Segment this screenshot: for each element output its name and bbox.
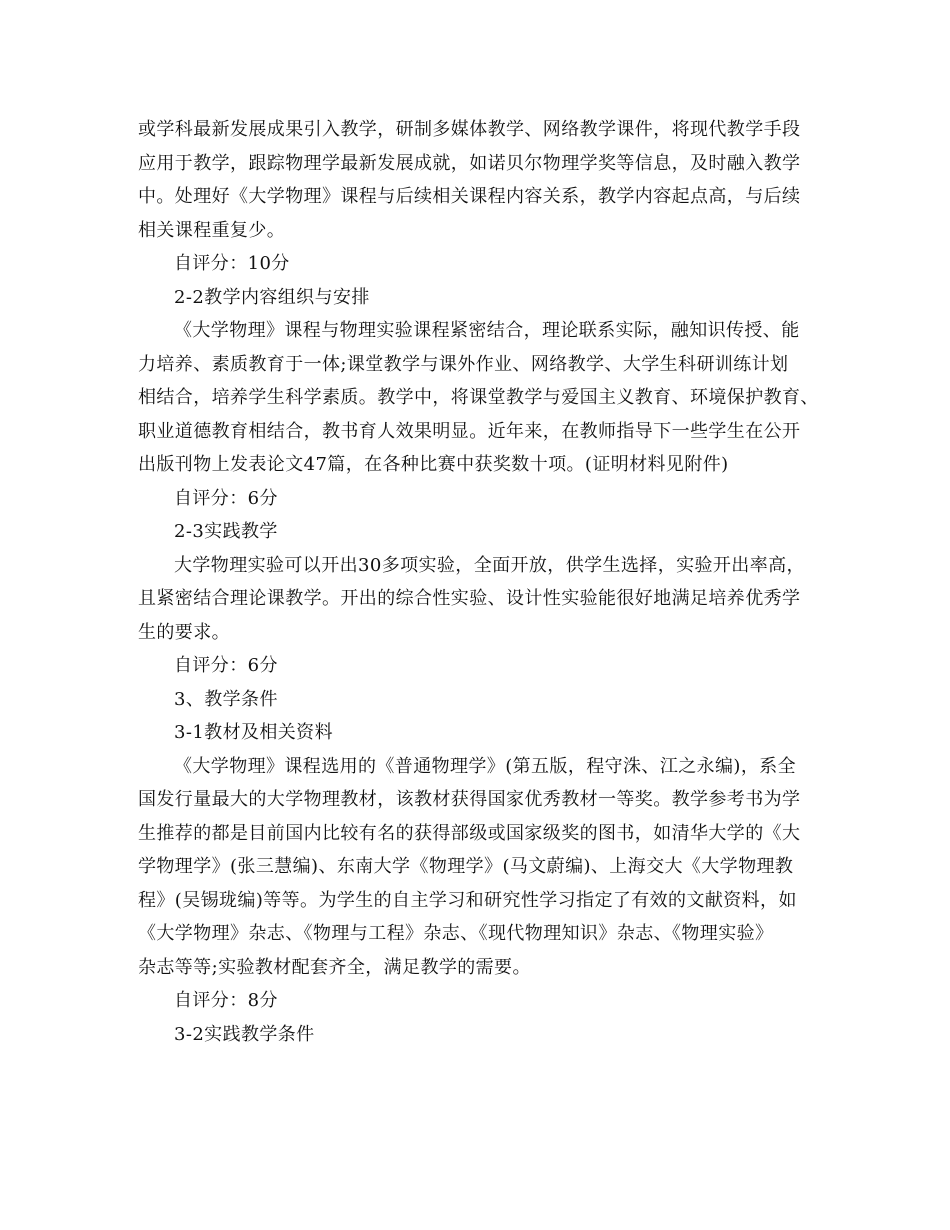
- text-line: 国发行量最大的大学物理教材，该教材获得国家优秀教材一等奖。教学参考书为学: [138, 789, 801, 810]
- text-line: 程》(吴锡珑编)等等。为学生的自主学习和研究性学习指定了有效的文献资料，如: [138, 889, 797, 911]
- text-line: 杂志等等;实验教材配套齐全，满足教学的需要。: [138, 956, 531, 978]
- text-line: 生的要求。: [138, 621, 230, 643]
- text-line: 学物理学》(张三慧编)、东南大学《物理学》(马文蔚编)、上海交大《大学物理教: [138, 856, 794, 877]
- text-line: 力培养、素质教育于一体;课堂教学与课外作业、网络教学、大学生科研训练计划: [138, 353, 789, 375]
- text-line: 自评分：8分: [174, 990, 278, 1011]
- document-body: [138, 113, 818, 1051]
- text-line: 《大学物理》课程与物理实验课程紧密结合，理论联系实际，融知识传授、能: [174, 320, 800, 341]
- text-line: 《大学物理》课程选用的《普通物理学》(第五版，程守洙、江之永编)，系全: [174, 755, 797, 777]
- text-line: 《大学物理》杂志、《物理与工程》杂志、《现代物理知识》杂志、《物理实验》: [138, 923, 774, 944]
- text-line: 中。处理好《大学物理》课程与后续相关课程内容关系，教学内容起点高，与后续: [138, 186, 801, 207]
- text-line: 大学物理实验可以开出30多项实验，全面开放，供学生选择，实验开出率高，: [174, 554, 805, 576]
- text-line: 相结合，培养学生科学素质。教学中，将课堂教学与爱国主义教育、环境保护教育、: [138, 387, 819, 408]
- text-line: 且紧密结合理论课教学。开出的综合性实验、设计性实验能很好地满足培养优秀学: [138, 588, 801, 609]
- text-line: 2-3实践教学: [174, 521, 278, 542]
- text-line: 自评分：6分: [174, 655, 278, 676]
- text-line: 3-1教材及相关资料: [174, 722, 333, 743]
- text-line: 或学科最新发展成果引入教学，研制多媒体教学、网络教学课件，将现代教学手段: [138, 119, 801, 140]
- text-line: 相关课程重复少。: [138, 219, 286, 241]
- text-line: 应用于教学，跟踪物理学最新发展成就，如诺贝尔物理学奖等信息，及时融入教学: [138, 152, 801, 174]
- text-line: 2-2教学内容组织与安排: [174, 286, 370, 308]
- text-line: 3、教学条件: [174, 688, 278, 710]
- text-line: 自评分：10分: [174, 253, 290, 274]
- text-line: 职业道德教育相结合，教书育人效果明显。近年来，在教师指导下一些学生在公开: [138, 420, 801, 442]
- text-line: 生推荐的都是目前国内比较有名的获得部级或国家级奖的图书，如清华大学的《大: [138, 822, 801, 844]
- text-line: 3-2实践教学条件: [174, 1023, 315, 1045]
- text-line: 出版刊物上发表论文47篇，在各种比赛中获奖数十项。(证明材料见附件): [138, 454, 729, 475]
- text-line: 自评分：6分: [174, 487, 278, 509]
